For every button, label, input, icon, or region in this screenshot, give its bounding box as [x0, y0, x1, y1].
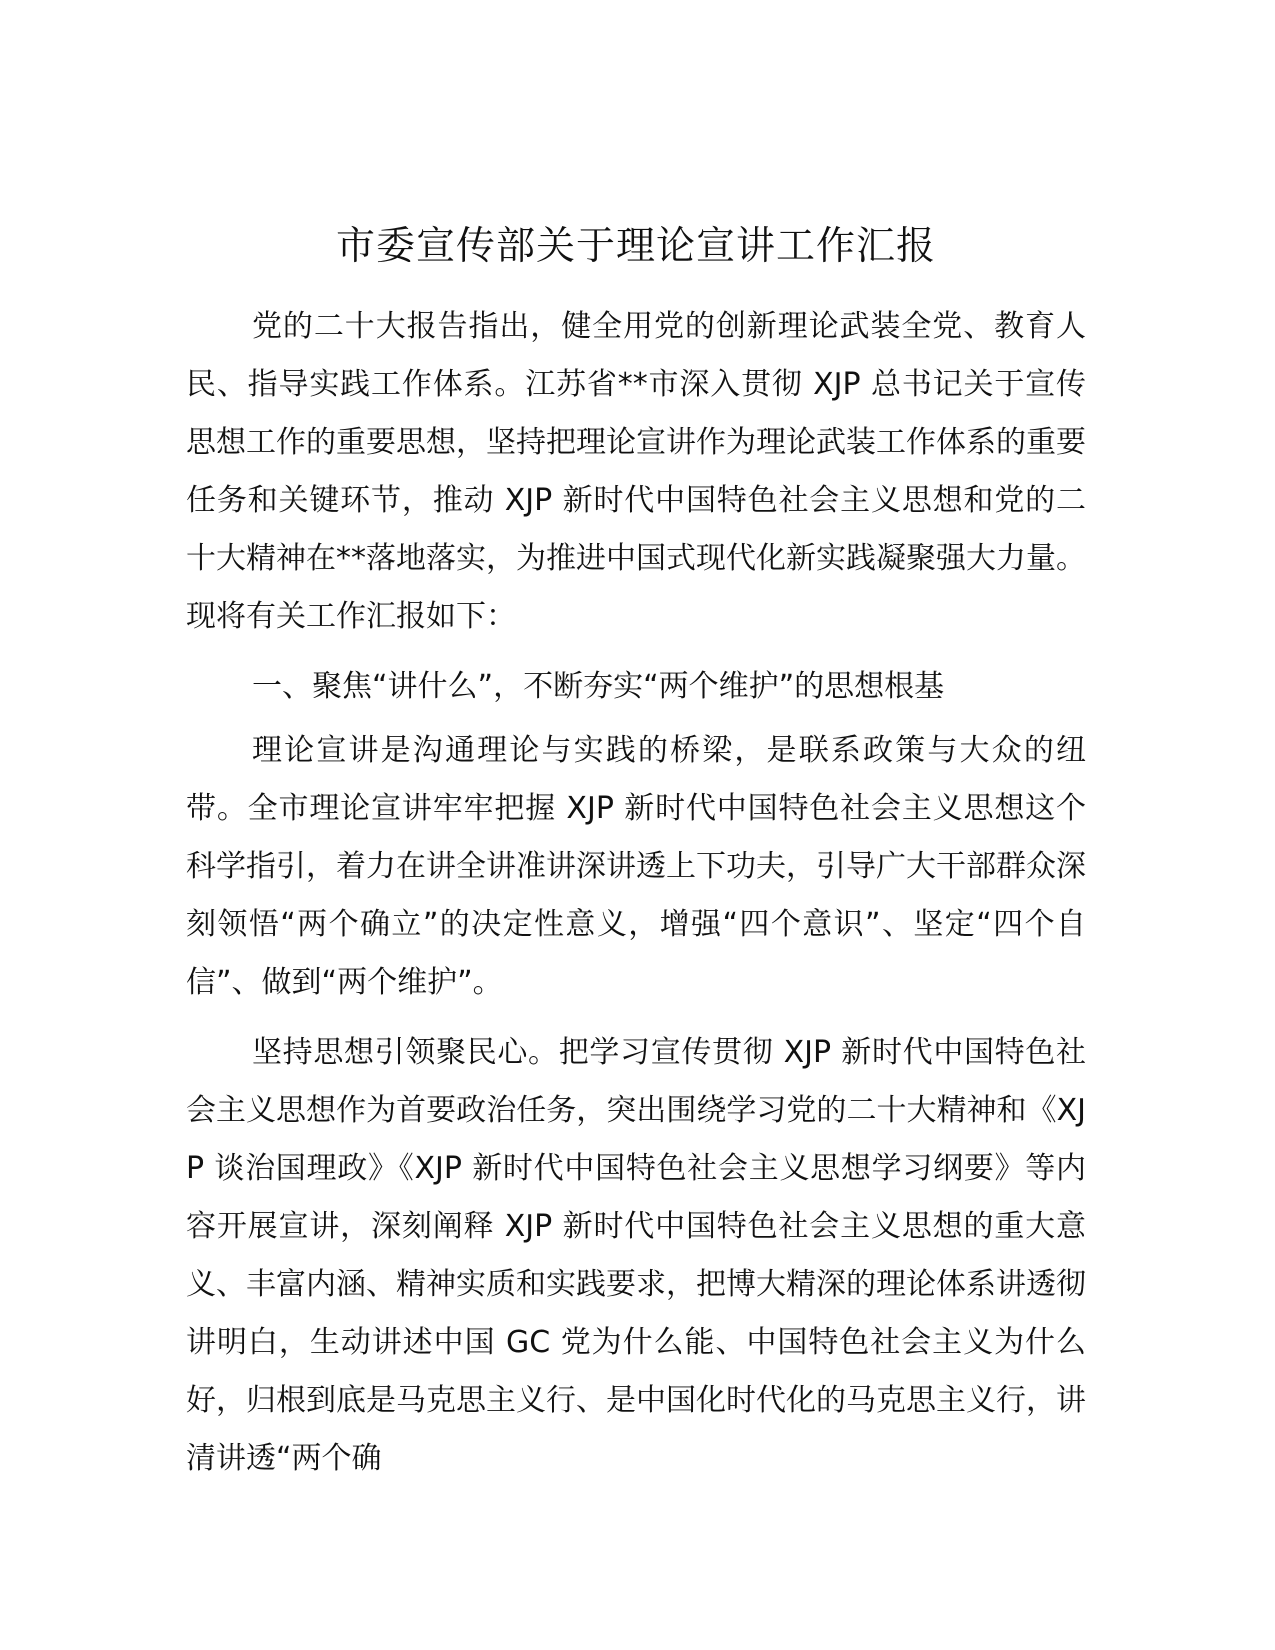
section-1-paragraph-1: 理论宣讲是沟通理论与实践的桥梁，是联系政策与大众的纽带。全市理论宣讲牢牢把握 XJP 新时代中国特色社会主义思想这个科学指引，着力在讲全讲准讲深讲透上下功夫，引导广大干部群众深刻领悟“两个确立”的决定性意义，增强“四个意识”、坚定“四个自信”、做到“两个维护”。: [186, 733, 1086, 1000]
section-heading-1: 一、聚焦“讲什么”，不断夯实“两个维护”的思想根基: [252, 669, 945, 704]
section-1-paragraph-2: 坚持思想引领聚民心。把学习宣传贯彻 XJP 新时代中国特色社会主义思想作为首要政治任务，突出围绕学习党的二十大精神和《XJP 谈治国理政》《XJP 新时代中国特色社会主义思想学习纲要》等内容开展宣讲，深刻阐释 XJP 新时代中国特色社会主义思想的重大意义、丰富内涵、精神实质和实践要求，把博大精深的理论体系讲透彻讲明白，生动讲述中国 GC 党为什么能、中国特色社会主义为什么好，归根到底是马克思主义行、是中国化时代化的马克思主义行，讲清讲透“两个确: [186, 1035, 1086, 1476]
document-title: 市委宣传部关于理论宣讲工作汇报: [335, 224, 936, 269]
intro-paragraph: 党的二十大报告指出，健全用党的创新理论武装全党、教育人民、指导实践工作体系。江苏省**市深入贯彻 XJP 总书记关于宣传思想工作的重要思想，坚持把理论宣讲作为理论武装工作体系的重要任务和关键环节，推动 XJP 新时代中国特色社会主义思想和党的二十大精神在**落地落实，为推进中国式现代化新实践凝聚强大力量。现将有关工作汇报如下：: [186, 309, 1086, 634]
